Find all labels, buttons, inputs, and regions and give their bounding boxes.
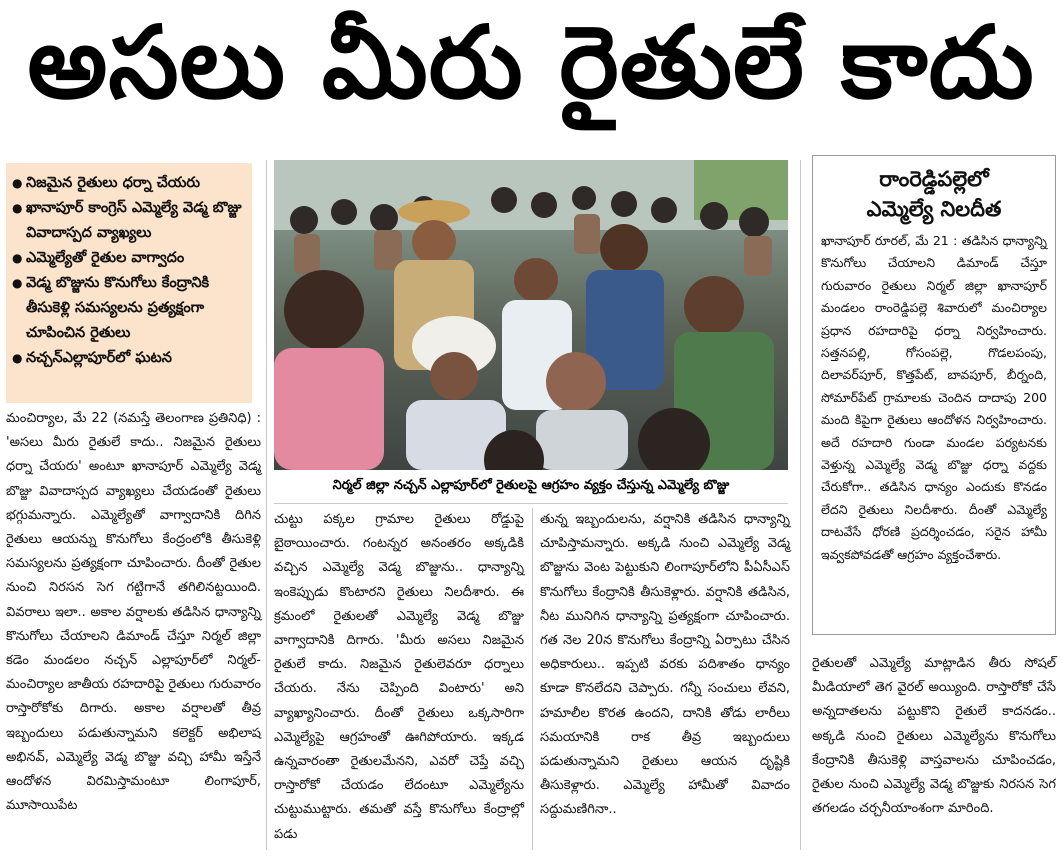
highlight-item: ● వెడ్మ బొజ్జును కొనుగోలు కేంద్రానికి తీసుకెళ్లి సమస్యలను ప్రత్యక్షంగా చూపించిన రైతులు (12, 271, 246, 346)
article-column-2: చుట్టు పక్కల గ్రామాల రైతులు రోడ్డుపై బైఠాయించారు. గంటన్నర అనంతరం అక్కడికి వచ్చిన ఎమ్మెల్యే వెడ్మ బొజ్జును.. ధాన్యాన్ని ఇంకెప్పుడు కొంటారని రైతులు నిలదీశారు. ఈ క్రమంలో రైతులతో ఎమ్మెల్యే వెడ్మ బొజ్జు వాగ్వాదానికి దిగారు. 'మీరు అసలు నిజమైన రైతులే కాదు. నిజమైన రైతులెవరూ ధర్నాలు చేయరు. నేను చెప్పింది వింటారు' అని వ్యాఖ్యానించారు. దీంతో రైతులు ఒక్కసారిగా ఎమ్మెల్యేపై ఆగ్రహంతో ఊగిపోయారు. ఇక్కడ ఉన్నవారంతా రైతులమేనని, ఎవరో చెప్తే వచ్చి రాస్తారోకో చేయడం లేదంటూ ఎమ్మెల్యేను చుట్టుముట్టారు. తమతో వస్తే కొనుగోలు కేంద్రాల్లో పడు (274, 512, 524, 842)
sidebar-title-line2: ఎమ్మెల్యే నిలదీత (866, 197, 1002, 221)
sidebar-body: ఖానాపూర్ రూరల్, మే 21 : తడిసిన ధాన్యాన్ని కొనుగోలు చేయాలని డిమాండ్ చేస్తూ గురువారం రైతులు నిర్మల్ జిల్లా ఖానాపూర్ మండలం రాంరెడ్డిపల్లె శివారులో మంచిర్యాల ప్రధాన రహదారిపై ధర్నా నిర్వహించారు. సత్తనపల్లి, గోసంపల్లె, గొడలపంపు, దిలావర్‌పూర్, కొత్తపేట్, బావపూర్, బీర్నంది, సోమార్‌పేట్ గ్రామాలకు చెందిన దాదాపు 200 మంది కిపైగా రైతులు ఆందోళన నిర్వహించారు. అదే రహదారి గుండా మండల పర్యటనకు వెళ్తున్న ఎమ్మెల్యే వెడ్మ బొజ్జు ధర్నా వద్దకు చేరుకోగా.. తడిసిన ధాన్యం ఎందుకు కొనడం లేదని రైతులు నిలదీశారు. దీంతో ఎమ్మెల్యే దాటవేసే ధోరణి ప్రదర్శించడం, సరైన హామీ ఇవ్వకపోవడతో ఆగ్రహం వ్యక్తంచేశారు. (821, 233, 1047, 562)
highlights-box (6, 163, 252, 403)
highlight-item: ● నచ్చన్‌ఎల్లాపూర్‌లో ఘటన (12, 346, 246, 371)
highlight-text: వెడ్మ బొజ్జును కొనుగోలు కేంద్రానికి తీసుకెళ్లి సమస్యలను ప్రత్యక్షంగా చూపించిన రైతులు (26, 275, 210, 341)
article-column-3: తున్న ఇబ్బందులను, వర్షానికి తడిసిన ధాన్యాన్ని చూపిస్తామన్నారు. అక్కడి నుంచి ఎమ్మెల్యే వెడ్మ బొజ్జును వెంట పెట్టుకుని లింగాపూర్‌లోని పీఏసీఎస్ కొనుగోలు కేంద్రానికి తీసుకెళ్లారు. వర్షానికి తడిసిన, నీట మునిగిన ధాన్యాన్ని ప్రత్యక్షంగా చూపించారు. గత నెల 20న కొనుగోలు కేంద్రాన్ని ఏర్పాటు చేసిన అధికారులు.. ఇప్పటి వరకు పదిశాతం ధాన్యం కూడా కొనలేదని చెప్పారు. గన్నీ సంచులు లేవని, హమాలీల కొరత ఉందని, దానికి తోడు లారీలు సమయానికి రాక తీవ్ర ఇబ్బందులు పడుతున్నామని రైతులు ఆయన దృష్టికి తీసుకెళ్లారు. ఎమ్మెల్యే హామీతో వివాదం సద్దుమణిగినా.. (540, 512, 790, 818)
crowd-photo-illustration (274, 160, 788, 470)
photo-caption: నిర్మల్ జిల్లా నచ్చన్ ఎల్లాపూర్‌లో రైతులపై ఆగ్రహం వ్యక్తం చేస్తున్న ఎమ్మెల్యే బొజ్జు (332, 478, 730, 493)
column-divider (266, 160, 267, 850)
column-divider (800, 160, 801, 850)
article-column-4: రైతులతో ఎమ్మెల్యే మాట్లాడిన తీరు సోషల్ మీడియాలో తెగ వైరల్ అయ్యింది. రాస్తారోకో చేసే అన్నదాతలను పట్టుకొని రైతులే కాదనడం.. అక్కడి నుంచి రైతులు ఎమ్మెల్యేను కొనుగోలు కేంద్రానికి తీసుకెళ్లి వాస్తవాలను చూపించడం, రైతుల నుంచి ఎమ్మెల్యే వెడ్మ బొజ్జుకు నిరసన సెగ తగలడం చర్చనీయాంశంగా మారింది. (812, 656, 1056, 817)
headline: అసలు మీరు రైతులే కాదు (27, 4, 1035, 121)
highlight-text: ఖానాపూర్ కాంగ్రెస్ ఎమ్మెల్యే వెడ్మ బొజ్జు వివాదాస్పద వ్యాఖ్యలు (26, 200, 242, 241)
caption-rule (274, 503, 788, 504)
highlight-item: ● ఖానాపూర్ కాంగ్రెస్ ఎమ్మెల్యే వెడ్మ బొజ్జు వివాదాస్పద వ్యాఖ్యలు (12, 196, 246, 246)
highlight-text: నచ్చన్‌ఎల్లాపూర్‌లో ఘటన (26, 350, 172, 366)
highlight-text: ఎమ్మెల్యేతో రైతుల వాగ్వాదం (26, 250, 185, 266)
sidebar-title-line1: రాంరెడ్డిపల్లెలో (879, 167, 989, 191)
highlight-item: ● ఎమ్మెల్యేతో రైతుల వాగ్వాదం (12, 246, 246, 271)
highlight-text: నిజమైన రైతులు ధర్నా చేయరు (26, 175, 201, 191)
column-divider (532, 508, 533, 850)
highlight-item: ● నిజమైన రైతులు ధర్నా చేయరు (12, 171, 246, 196)
sidebar-story (812, 155, 1056, 635)
article-column-1: మంచిర్యాల, మే 22 (నమస్తే తెలంగాణ ప్రతినిధి) : 'అసలు మీరు రైతులే కాదు.. నిజమైన రైతులు ధర్నా చేయరు' అంటూ ఖానాపూర్ ఎమ్మెల్యే వెడ్మ బొజ్జు వివాదాస్పద వ్యాఖ్యలు చేయడంతో రైతులు భగ్గుమన్నారు. ఎమ్మెల్యేతో వాగ్వాదానికి దిగిన రైతులు ఆయన్ను కొనుగోలు కేంద్రంలోకి తీసుకెళ్లి సమస్యలను ప్రత్యక్షంగా చూపించారు. దీంతో రైతుల నుంచి నిరసన సెగ గట్టిగానే తగిలినట్టయింది. వివరాలు ఇలా.. అకాల వర్షాలకు తడిసిన ధాన్యాన్ని కొనుగోలు చేయాలని డిమాండ్ చేస్తూ నిర్మల్ జిల్లా కడెం మండలం నచ్చన్ ఎల్లాపూర్‌లో నిర్మల్-మంచిర్యాల జాతీయ రహదారిపై రైతులు గురువారం రాస్తారోకోకు దిగారు. అకాల వర్షాలతో తీవ్ర ఇబ్బందులు పడుతున్నామని కలెక్టర్ అభిలాష అభినవ్, ఎమ్మెల్యే వెడ్మ బొజ్జు వచ్చి హామీ ఇస్తేనే ఆందోళన విరమిస్తామంటూ లింగాపూర్, మూసాయిపేట (6, 411, 261, 814)
news-photo (274, 160, 788, 470)
